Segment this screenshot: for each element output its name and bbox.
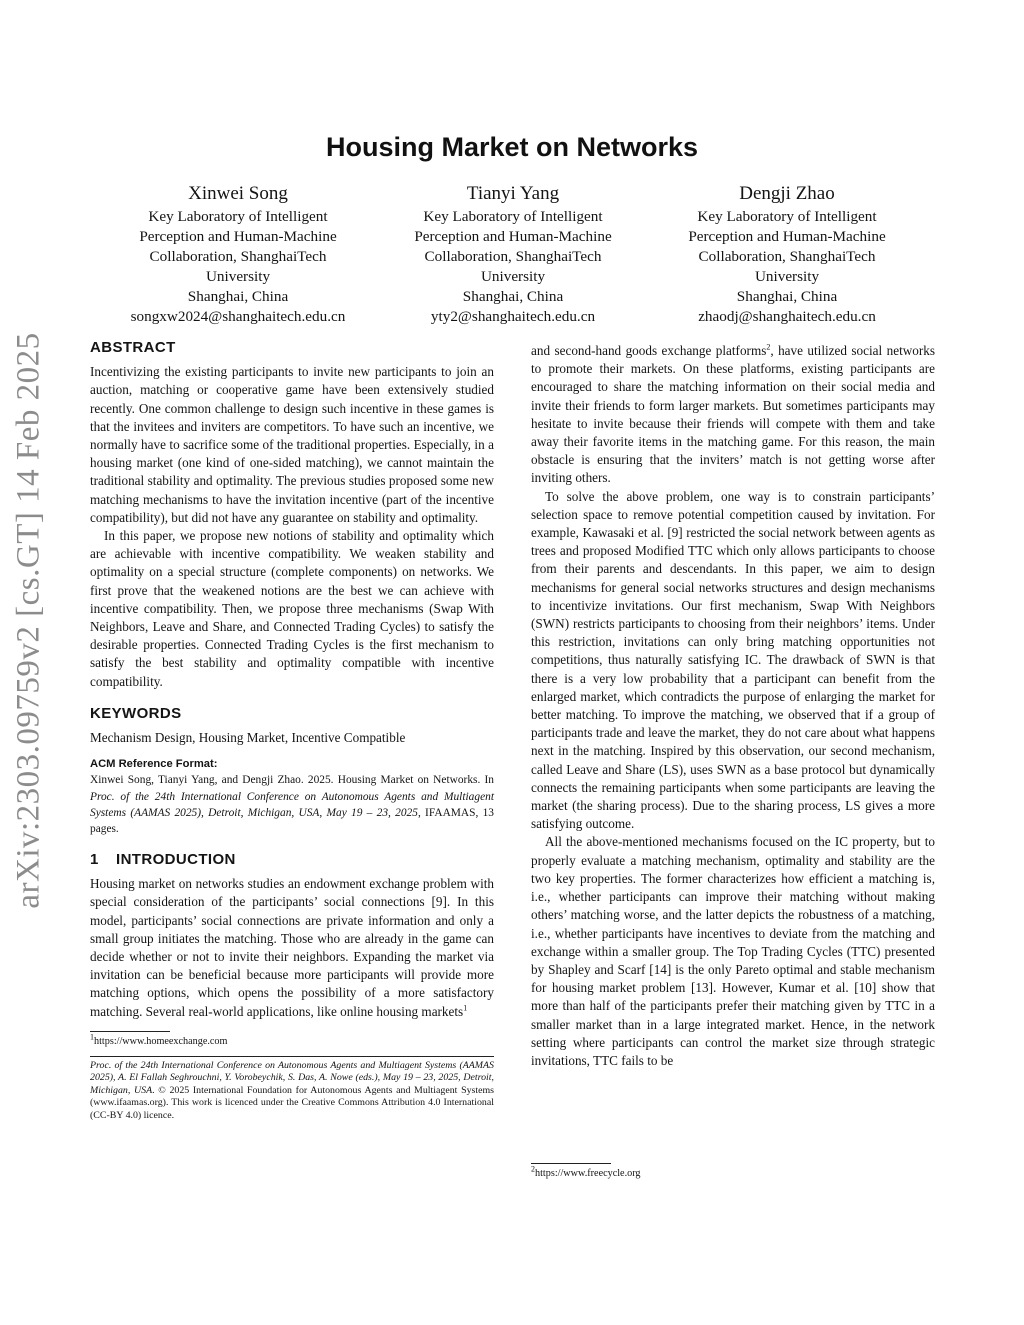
acm-authors: Xinwei Song, Tianyi Yang, and Dengji Zhao. 2025. Housing Market on Networks. In xyxy=(90,774,494,787)
author-email: yty2@shanghaitech.edu.cn xyxy=(430,308,596,325)
footnote-ref-2[interactable]: 2 xyxy=(766,342,771,352)
intro-continued-rest: , have utilized social networks to promote their markets. On these platforms, existing participants are encouraged to share the matching information on their social media and invite their friends to form larger markets. But sometimes participants may hesitate to invite because their friends will compete with them and take away their favorite items in the matching game. For this reason, the main obstacle is ensuring that the inviters’ match is not getting worse after inviting others. xyxy=(531,343,935,486)
acm-reference-text xyxy=(90,772,494,838)
author-name: Tianyi Yang xyxy=(466,183,560,204)
author-location: Shanghai, China xyxy=(462,288,564,305)
footnote-mark: 2 xyxy=(531,1164,535,1174)
introduction-heading xyxy=(90,851,494,869)
copyright-rest: . © 2025 International Foundation for Autonomous Agents and Multiagent Systems (www.ifaamas.org). This work is licenced under the Creative Commons Attribution 4.0 International (CC-BY 4.0) licence. xyxy=(90,1084,494,1121)
footnote-ref-1[interactable]: 1 xyxy=(463,1003,468,1013)
author-affiliation: Key Laboratory of Intelligent Perception and Human-Machine Collaboration, ShanghaiTech University xyxy=(139,208,337,285)
footnote-1-url[interactable]: https://www.homeexchange.com xyxy=(94,1035,228,1047)
author-location: Shanghai, China xyxy=(736,288,838,305)
author-email: zhaodj@shanghaitech.edu.cn xyxy=(698,308,876,325)
author-block-1 xyxy=(102,182,374,327)
right-footnote-area xyxy=(531,1163,935,1180)
author-block-2 xyxy=(377,182,649,327)
author-location: Shanghai, China xyxy=(187,288,289,305)
copyright-divider xyxy=(90,1056,494,1057)
intro-continued-start: and second-hand goods exchange platforms xyxy=(531,343,767,358)
author-block-3 xyxy=(651,182,923,327)
author-affiliation: Key Laboratory of Intelligent Perception and Human-Machine Collaboration, ShanghaiTech University xyxy=(414,208,612,285)
footnote-divider xyxy=(90,1031,170,1032)
section-number: 1 xyxy=(90,850,99,868)
footnote-1 xyxy=(90,1032,494,1048)
acm-proceedings: Proc. of the 24th International Conference on Autonomous Agents and Multiagent Systems (AAMAS 2025), Detroit, Michigan, USA, May 19 – 23, 2025 xyxy=(90,790,494,820)
acm-reference-heading: ACM Reference Format: xyxy=(90,758,218,771)
left-column xyxy=(90,339,494,1122)
arxiv-id: arXiv:2303.09759v2 [cs.GT] 14 Feb 2025 xyxy=(10,331,47,909)
keywords-heading: KEYWORDS xyxy=(90,704,182,722)
author-name: Dengji Zhao xyxy=(739,183,835,204)
copyright-proceedings: Proc. of the 24th International Conference on Autonomous Agents and Multiagent Systems (AAMAS 2025), A. El Fallah Seghrouchni, Y. Vorobeychik, S. Das, A. Nowe (eds.), May 19 – 23, 2025, Detroit, Michigan, USA xyxy=(90,1059,494,1096)
intro-paragraph-3: All the above-mentioned mechanisms focused on the IC property, but to properly evaluate a matching mechanism, optimality and stability are the two key properties. The former characterizes how efficient a matching is, i.e., whether participants can improve their matching without making others’ matching worse, and the latter depicts the robustness of a matching, i.e., whether participants have incentives to deviate from the matching and exchange within a smaller group. The Top Trading Cycles (TTC) presented by Shapley and Scarf [14] is the only Pareto optimal and stable mechanism for housing market problem [13]. However, Kumar et al. [10] show that more than half of the participants prefer their matching given by TTC in a smaller market than in a large integrated market. Hence, in the network setting where participants can control the market size through strategic invitations, TTC fails to be xyxy=(531,834,935,1068)
abstract-paragraph-2: In this paper, we propose new notions of stability and optimality which are achievable with incentive compatibility. We weaken stability and optimality on a special structure (complete components) on networks. We first prove that the weakened notions are the best we can achieve with incentive compatibility. Then, we propose three mechanisms (Swap With Neighbors, Leave and Share, and Connected Trading Cycles) to satisfy the desirable properties. Connected Trading Cycles is the first mechanism to satisfy the best stability and optimality compatible with incentive compatibility. xyxy=(90,528,494,689)
footnote-divider xyxy=(531,1163,611,1164)
arxiv-watermark xyxy=(5,330,53,910)
footnote-2-url[interactable]: https://www.freecycle.org xyxy=(535,1168,641,1179)
intro-paragraph-2: To solve the above problem, one way is to constrain participants’ selection space to remove potential competition caused by invitation. For example, Kawasaki et al. [9] restricted the social network between agents as trees and proposed Modified TTC which only allows participants to choose from their parents and descendants. In this paper, we aim to design mechanisms for general social networks structures and design mechanisms to incentivize invitations. Our first mechanism, Swap With Neighbors (SWN) restricts participants to choosing from their neighbors’ items. Under this restriction, invitations can only bring matching opportunities not competitions, thus naturally satisfying IC. The drawback of SWN is that there is a very low probability that a participant can benefit from the enlarged market, which contradicts the purpose of enlarging the market for better matching. To improve the matching, we observed that if a group of participants trade and leave the market, they do not care about what happens next in the matching. Inspired by this observation, our second mechanism, called Leave and Share (LS), uses SWN as a base protocol but dynamically connects the remaining participants when some participants are leaving the market (the sharing process). Due to the sharing process, LS gives a more satisfying outcome. xyxy=(531,488,935,832)
abstract-heading: ABSTRACT xyxy=(90,339,176,356)
footnote-mark: 1 xyxy=(90,1032,94,1042)
intro-paragraph-1 xyxy=(90,875,494,1021)
section-title: INTRODUCTION xyxy=(116,850,236,868)
keywords-text: Mechanism Design, Housing Market, Incentive Compatible xyxy=(90,730,406,746)
abstract-paragraph-1: Incentivizing the existing participants to invite new participants to join an auction, matching or cooperative game have been extensively studied recently. One common challenge to design such incentive in these games is that the invitees and inviters are competitors. To have such an incentive, we normally have to sacrifice some of the traditional properties. Especially, in a housing market (one kind of one-sided matching), we cannot maintain the traditional stability and optimality. The previous studies proposed some new matching mechanisms to have the invitation incentive (part of the incentive compatibility), but did not have any guarantee on stability and optimality. xyxy=(90,364,494,525)
intro-paragraph-1-text: Housing market on networks studies an endowment exchange problem with special consideration of the participants’ social connections [9]. In this model, participants’ social connections are private information and only a small group initiates the matching. Those who are already in the game can decide whether or not to invite their neighbors. Expanding the market via invitation can be beneficial because more participants will provide more matching options, which opens the possibility of a more satisfactory matching. Several real-world applications, like online housing markets xyxy=(90,876,494,1019)
author-name: Xinwei Song xyxy=(188,183,288,204)
right-column xyxy=(531,342,935,1070)
author-affiliation: Key Laboratory of Intelligent Perception and Human-Machine Collaboration, ShanghaiTech University xyxy=(688,208,886,285)
copyright-notice xyxy=(90,1060,494,1123)
author-email: songxw2024@shanghaitech.edu.cn xyxy=(130,308,346,325)
footnote-2 xyxy=(531,1164,935,1180)
acm-tail: , IFAAMAS, 13 pages. xyxy=(90,807,494,836)
intro-paragraph-1-continued xyxy=(531,342,935,488)
paper-title: Housing Market on Networks xyxy=(325,132,699,162)
